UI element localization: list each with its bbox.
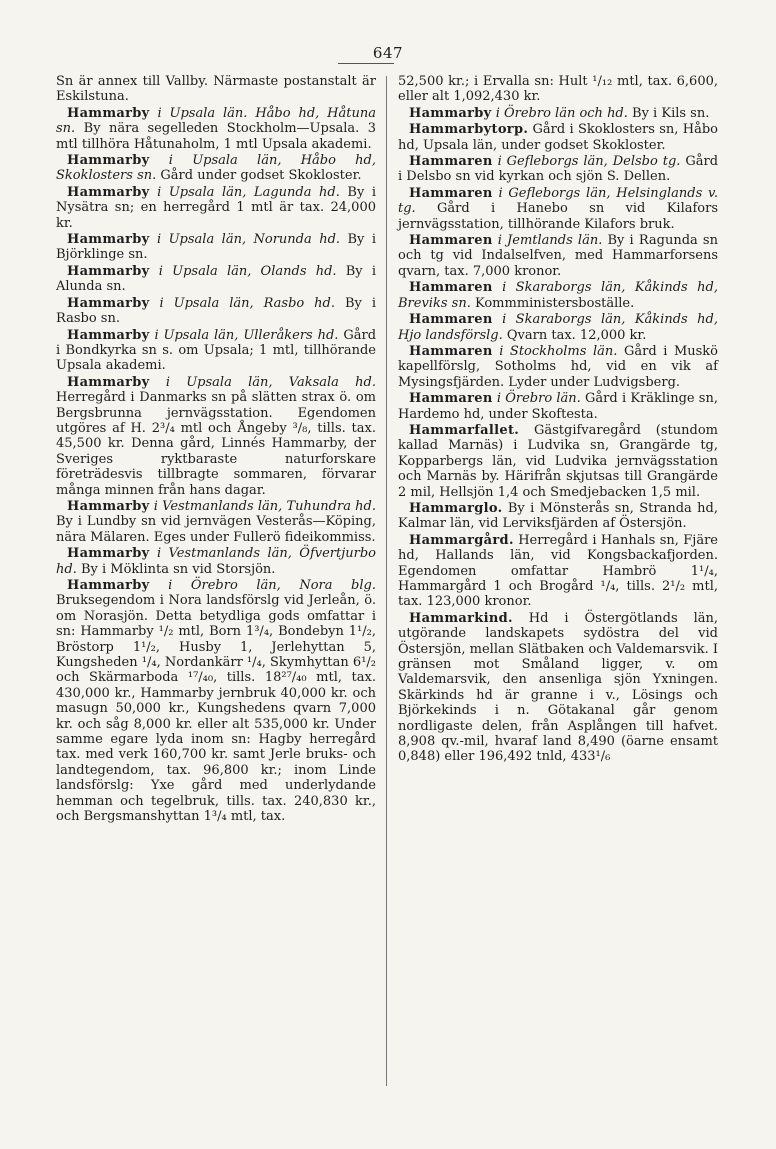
- entry-headword: Hammarfallet.: [409, 422, 520, 438]
- dictionary-entry: [398, 122, 718, 153]
- entry-location: i Gefleborgs län, Helsinglands v. tg.: [398, 185, 718, 217]
- entry-headword: Hammarby: [67, 327, 150, 343]
- dictionary-entry: [398, 391, 718, 422]
- entry-headword: Hammargård.: [409, 532, 514, 548]
- dictionary-entry: [398, 423, 718, 500]
- entry-body: Herregård i Hanhals sn, Fjäre hd, Hallands län, vid Kongsbackafjorden. Egendomen omfattar Hambrö 1¹/₄, Hammargård 1 och Brogård ¹/₄, tills. 2¹/₂ mtl, tax. 123,000 kronor.: [398, 532, 718, 610]
- entry-body: By i Lundby sn vid jernvägen Vesterås—Köping, nära Mälaren. Eges under Fullerö fideikommiss.: [56, 514, 376, 545]
- dictionary-entry: [56, 578, 376, 825]
- dictionary-entry: [56, 232, 376, 263]
- dictionary-entry: [56, 375, 376, 498]
- dictionary-entry: [56, 106, 376, 152]
- column-divider: [386, 76, 387, 1086]
- entry-body: By i Rasbo sn.: [56, 295, 376, 327]
- entry-location: i Upsala län, Håbo hd, Skoklosters sn.: [56, 153, 376, 184]
- entry-headword: Hammaren: [409, 312, 493, 328]
- entry-body: By i Björklinge sn.: [56, 232, 376, 263]
- entry-location: i Upsala län, Olands hd.: [158, 263, 337, 279]
- entry-body: Herregård i Danmarks sn på slätten strax ö. om Bergsbrunna jernvägsstation. Egendomen utgöres af H. 2³/₄ mtl och Ångeby ³/₈, tills. tax. 45,500 kr. Denna gård, Linnés Hammarby, der Sveriges ryktbaraste naturforskare företrädesvis tillbragte sommaren, förvarar många minnen från hans dagar.: [56, 390, 376, 498]
- entry-headword: Hammarbytorp.: [409, 122, 529, 138]
- dictionary-entry: [56, 328, 376, 374]
- entry-headword: Hammarby: [67, 578, 150, 593]
- entry-body: Gästgifvaregård (stundom kallad Marnäs) i Ludvika sn, Grangärde tg, Kopparbergs län, vid Ludvika jernvägsstation och Marnäs by. Härifrån skjutsas till Grangärde 2 mil, Hellsjön 1,4 och Smedjebacken 1,5 mil.: [398, 422, 718, 500]
- dictionary-entry: [56, 264, 376, 295]
- dictionary-entry: [398, 154, 718, 185]
- entry-body: Gård under godset Skokloster.: [160, 168, 362, 184]
- entry-location: i Upsala län. Håbo hd, Håtuna sn.: [56, 105, 376, 137]
- page-number-rule: [338, 63, 394, 64]
- entry-body: Gård i Bondkyrka sn s. om Upsala; 1 mtl, tillhörande Upsala akademi.: [56, 327, 377, 374]
- entry-headword: Hammarglo.: [409, 500, 503, 516]
- entry-headword: Hammarkind.: [409, 610, 513, 626]
- entry-location: i Örebro län och hd.: [495, 105, 628, 121]
- entry-body: Gård i Delsbo sn vid kyrkan och sjön S. Dellen.: [398, 154, 719, 185]
- entry-body: Gård i Muskö kapellförslg, Sotholms hd, vid en vik af Mysingsfjärden. Lyder under Ludvigsberg.: [398, 343, 718, 390]
- entry-body: By nära segelleden Stockholm—Upsala. 3 mtl tillhöra Håtunaholm, 1 mtl Upsala akademi.: [56, 121, 376, 152]
- entry-body: Hd i Östergötlands län, utgörande landskapets sydöstra del vid Östersjön, mellan Slätbaken och Valdemarsvik. I gränsen mot Småland ligger, v. om Valdemarsvik, den ansenliga sjön Yxningen. Skärkinds hd är granne i v., Lösings och Björkekinds i n. Götakanal går genom nordligaste delen, från Asplången till hafvet. 8,908 qv.-mil, hvaraf land 8,490 (öarne ensamt 0,848) eller 196,492 tnld, 433¹/₆: [398, 610, 718, 765]
- entry-location: i Upsala län, Rasbo hd.: [159, 295, 336, 311]
- entry-headword: Hammarby: [67, 232, 150, 248]
- entry-headword: Hammarby: [409, 105, 492, 121]
- entry-location: i Upsala län, Vaksala hd.: [165, 374, 376, 390]
- dictionary-entry: [398, 533, 718, 610]
- dictionary-entry: [56, 296, 376, 327]
- entry-body: Kommministersboställe.: [474, 295, 635, 311]
- entry-body: Sn är annex till Vallby. Närmaste postanstalt är Eskilstuna.: [56, 74, 376, 105]
- entry-headword: Hammarby: [67, 153, 150, 169]
- entry-body: By i Nysätra sn; en herregård 1 mtl är tax. 24,000 kr.: [56, 184, 377, 231]
- dictionary-entry: [56, 74, 376, 105]
- dictionary-entry: [56, 499, 376, 545]
- entry-headword: Hammaren: [409, 154, 493, 170]
- entry-headword: Hammarby: [67, 184, 150, 200]
- entry-headword: Hammaren: [409, 185, 493, 201]
- entry-location: i Örebro län, Nora blg.: [168, 578, 376, 593]
- entry-headword: Hammaren: [409, 233, 493, 249]
- dictionary-entry: [398, 106, 718, 121]
- entry-headword: Hammarby: [67, 263, 150, 279]
- entry-headword: Hammarby: [67, 374, 150, 390]
- entry-location: i Vestmanlands län, Tuhundra hd.: [153, 498, 376, 514]
- entry-headword: Hammarby: [67, 546, 150, 562]
- dictionary-entry: [398, 280, 718, 311]
- entry-body: By i Alunda sn.: [56, 263, 377, 295]
- dictionary-entry: [398, 611, 718, 765]
- page-number: 647: [372, 44, 404, 62]
- dictionary-entry: [398, 233, 718, 279]
- dictionary-entry: [398, 186, 718, 232]
- entry-headword: Hammaren: [409, 280, 493, 296]
- entry-body: By i Möklinta sn vid Storsjön.: [80, 561, 276, 577]
- entry-location: i Skaraborgs län, Kåkinds hd, Breviks sn.: [398, 280, 718, 311]
- entry-location: i Upsala län, Ulleråkers hd.: [154, 327, 339, 343]
- entry-body: Gård i Skoklosters sn, Håbo hd, Upsala län, under godset Skokloster.: [398, 122, 718, 153]
- entry-location: i Skaraborgs län, Kåkinds hd, Hjo landsförslg.: [398, 312, 718, 343]
- dictionary-entry: [56, 546, 376, 577]
- left-column: [56, 74, 376, 826]
- dictionary-entry: [398, 501, 718, 532]
- entry-body: Gård i Kräklinge sn, Hardemo hd, under Skoftesta.: [398, 391, 718, 422]
- entry-location: i Vestmanlands län, Öfvertjurbo hd.: [56, 546, 376, 577]
- entry-location: i Jemtlands län.: [497, 233, 603, 249]
- entry-location: i Upsala län, Norunda hd.: [157, 232, 341, 248]
- entry-location: i Örebro län.: [496, 391, 581, 407]
- entry-body: Qvarn tax. 12,000 kr.: [506, 327, 647, 343]
- right-column: [398, 74, 718, 766]
- entry-body: 52,500 kr.; i Ervalla sn: Hult ¹/₁₂ mtl, tax. 6,600, eller alt 1,092,430 kr.: [398, 74, 718, 105]
- entry-location: i Gefleborgs län, Delsbo tg.: [497, 154, 681, 170]
- dictionary-entry: [398, 312, 718, 343]
- entry-headword: Hammarby: [67, 498, 150, 514]
- entry-headword: Hammarby: [67, 105, 150, 121]
- entry-headword: Hammaren: [409, 391, 493, 407]
- dictionary-entry: [398, 344, 718, 390]
- entry-location: i Upsala län, Lagunda hd.: [157, 184, 340, 200]
- entry-body: By i Kils sn.: [632, 105, 710, 121]
- dictionary-entry: [398, 74, 718, 105]
- entry-headword: Hammarby: [67, 295, 150, 311]
- entry-body: By i Ragunda sn och tg vid Indalselfven, med Hammarforsens qvarn, tax. 7,000 kronor.: [398, 233, 718, 279]
- entry-location: i Stockholms län.: [499, 343, 618, 359]
- entry-body: Bruksegendom i Nora landsförslg vid Jerleån, ö. om Norasjön. Detta betydliga gods omfattar i sn: Hammarby ¹/₂ mtl, Born 1³/₄, Bondebyn 1¹/₂, Bröstorp 1¹/₂, Husby 1, Jerlehyttan 5, Kungsheden ¹/₄, Nordankärr ¹/₄, Skymhyttan 6¹/₂ och Skärmarboda ¹⁷/₄₀, tills. 18²⁷/₄₀ mtl, tax. 430,000 kr., Hammarby jernbruk 40,000 kr. och masugn 50,000 kr., Kungshedens qvarn 7,000 kr. och såg 8,000 kr. eller alt 535,000 kr. Under samme egare lyda inom sn: Hagby herregård tax. med verk 160,700 kr. samt Jerle bruks- och landtegendom, tax. 96,800 kr.; inom Linde landsförslg: Yxe gård med underlydande hemman och tegelbruk, tills. tax. 240,830 kr., och Bergsmanshyttan 1³/₄ mtl, tax.: [56, 593, 376, 825]
- entry-body: Gård i Hanebo sn vid Kilafors jernvägsstation, tillhörande Kilafors bruk.: [398, 201, 718, 232]
- dictionary-entry: [56, 153, 376, 184]
- dictionary-entry: [56, 185, 376, 231]
- entry-body: By i Mönsterås sn, Stranda hd, Kalmar län, vid Lerviksfjärden af Östersjön.: [398, 500, 718, 532]
- entry-headword: Hammaren: [409, 343, 493, 359]
